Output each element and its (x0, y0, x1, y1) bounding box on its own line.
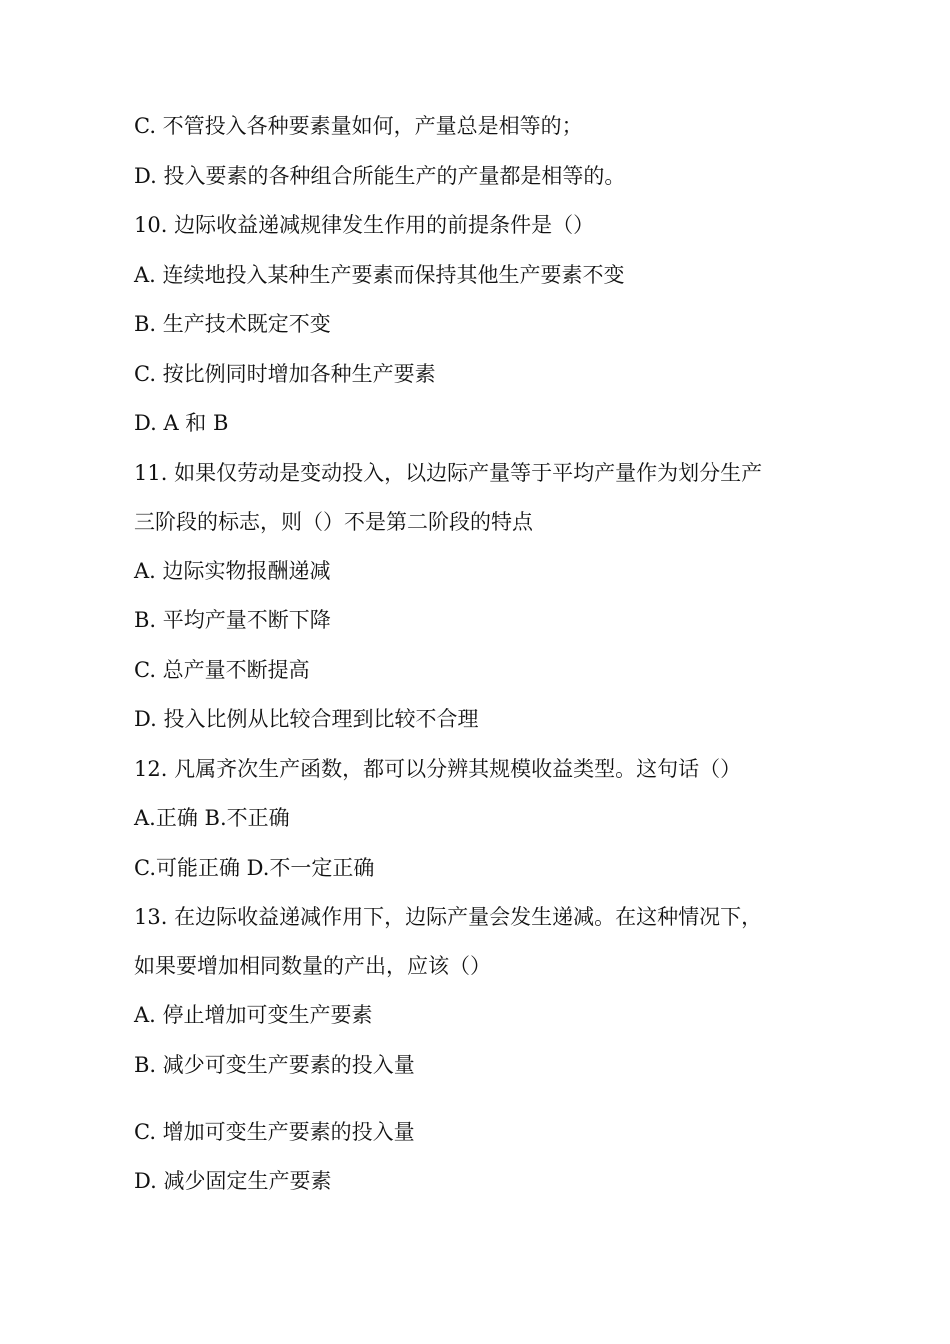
option-d-q13: D. 减少固定生产要素 (134, 1169, 332, 1193)
option-c-q13: C. 增加可变生产要素的投入量 (134, 1120, 415, 1144)
question-13-line-2: 如果要增加相同数量的产出，应该（） (134, 954, 491, 978)
question-10: 10. 边际收益递减规律发生作用的前提条件是（） (134, 213, 595, 237)
option-b-q10: B. 生产技术既定不变 (134, 312, 331, 336)
option-d-q11: D. 投入比例从比较合理到比较不合理 (134, 707, 479, 731)
option-a-q10: A. 连续地投入某种生产要素而保持其他生产要素不变 (134, 263, 625, 287)
option-d-q9: D. 投入要素的各种组合所能生产的产量都是相等的。 (134, 164, 626, 188)
question-11-line-2: 三阶段的标志，则（）不是第二阶段的特点 (134, 510, 533, 534)
options-cd-q12: C.可能正确 D.不一定正确 (134, 856, 375, 880)
option-a-q11: A. 边际实物报酬递减 (134, 559, 331, 583)
option-c-q11: C. 总产量不断提高 (134, 658, 310, 682)
question-11-line-1: 11. 如果仅劳动是变动投入，以边际产量等于平均产量作为划分生产 (134, 461, 763, 485)
question-12: 12. 凡属齐次生产函数，都可以分辨其规模收益类型。这句话（） (134, 757, 742, 781)
option-b-q13: B. 减少可变生产要素的投入量 (134, 1053, 415, 1077)
option-c-q10: C. 按比例同时增加各种生产要素 (134, 362, 436, 386)
option-b-q11: B. 平均产量不断下降 (134, 608, 331, 632)
option-c-q9: C. 不管投入各种要素量如何，产量总是相等的； (134, 114, 583, 138)
option-d-q10: D. A 和 B (134, 411, 229, 435)
options-ab-q12: A.正确 B.不正确 (134, 806, 290, 830)
question-13-line-1: 13. 在边际收益递减作用下，边际产量会发生递减。在这种情况下， (134, 905, 763, 929)
option-a-q13: A. 停止增加可变生产要素 (134, 1003, 373, 1027)
